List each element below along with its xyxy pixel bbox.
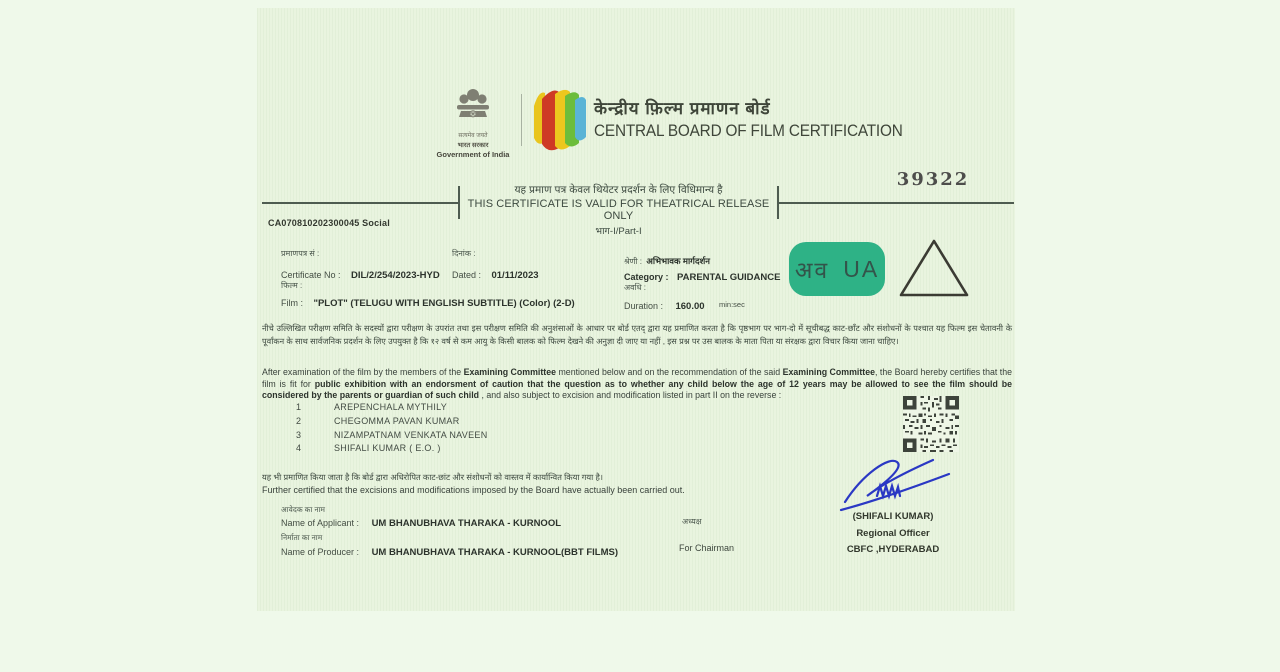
emblem-motto: सत्यमेव जयते [458,133,488,139]
film-label: Film : [281,298,303,308]
chairman-label-english: For Chairman [679,543,735,553]
government-of-india-label: Government of India [436,150,510,159]
certificate-no-label-hindi: प्रमाणपत्र सं : [281,249,320,258]
category-label: Category : [624,272,669,282]
member-number: 2 [296,415,302,426]
dated-label: Dated : [452,270,482,280]
further-certified-english: Further certified that the excisions and modifications imposed by the Board have actually been carried out. [262,485,685,495]
ua-rating-hindi: अव [794,257,830,283]
cbfc-logo-icon [532,86,588,156]
committee-member-row [296,416,488,430]
ua-rating-english: UA [843,255,880,282]
banner-tick-left [458,186,460,219]
para-en-text: mentioned below and on the recommendation of the said [556,367,783,377]
board-title-block [594,96,926,141]
signatory-office: CBFC ,HYDERABAD [846,544,940,555]
banner-part-label: भाग-I/Part-I [595,226,642,237]
member-number: 4 [296,443,302,454]
member-name: SHIFALI KUMAR ( E.O. ) [334,443,441,454]
committee-member-row [296,430,488,444]
committee-member-row [296,402,488,416]
header-divider [521,94,522,146]
certificate-no-value: DIL/2/254/2023-HYD [350,270,440,281]
duration-value: 160.00 [675,301,705,312]
banner-text-hindi: यह प्रमाण पत्र केवल थियेटर प्रदर्शन के लिए विधिमान्य है [514,184,723,196]
signatory-block [822,511,964,561]
examining-committee-list [296,402,488,457]
certificate-serial-number: 39322 [896,169,970,190]
category-value-hindi: अभिभावक मार्गदर्शन [646,256,710,266]
para-en-bold: Examining Committee [782,367,875,377]
government-of-india-hindi: भारत सरकार [457,142,489,149]
banner-rule-right [778,202,1014,204]
banner-rule-left [262,202,458,204]
para-en-text: After examination of the film by the members of the [262,367,464,377]
film-label-hindi: फिल्म : [281,281,303,290]
category-value: PARENTAL GUIDANCE [676,272,781,283]
signatory-name: (SHIFALI KUMAR) [852,511,934,522]
dated-value: 01/11/2023 [491,270,539,281]
board-title-hindi: केन्द्रीय फ़िल्म प्रमाणन बोर्ड [594,99,771,118]
certification-paragraph-hindi: नीचे उल्लिखित परीक्षण समिति के सदस्यों द्वारा परीक्षण के उपरांत तथा इस परीक्षण समिति की अनुशंसाओं के आधार पर बोर्ड एतद् द्वारा यह प्रमाणित करता है कि पृष्ठभाग पर भाग-दो में सूचीबद्ध काट-छाँट और संशोधनों के पश्चात यह फिल्म इस चेतावनी के पूर्वांकन के साथ सार्वजनिक प्रदर्शन के लिए उपयुक्त है कि १२ वर्ष से कम आयु के किसी बालक को फिल्म देखने की अनुज्ञा दी जाए या नहीं , इस प्रश्न पर उस बालक के माता पिता या संरक्षक द्वारा विचार किया जाना चाहिए। [262,324,1012,346]
duration-unit: min:sec [719,300,745,309]
signature-ink [837,452,963,516]
triangle-symbol-icon [896,236,972,300]
banner-text-english: THIS CERTIFICATE IS VALID FOR THEATRICAL RELEASE ONLY [467,198,770,222]
signatory-title: Regional Officer [856,527,930,539]
category-label-hindi: श्रेणी : [624,257,642,266]
member-number: 1 [296,402,302,412]
producer-value: UM BHANUBHAVA THARAKA - KURNOOL(BBT FILMS) [371,547,619,558]
producer-label-hindi: निर्माता का नाम [281,533,323,542]
para-en-text: , the Board hereby certifies that the film is fit for [262,367,1013,389]
duration-label: Duration : [624,301,664,311]
para-en-text: , and also subject to excision and modification listed in part II on the reverse : [479,390,782,400]
applicant-value: UM BHANUBHAVA THARAKA - KURNOOL [371,518,562,529]
certification-paragraph-english [262,367,1012,402]
committee-member-row [296,443,488,457]
para-en-bold: Examining Committee [463,367,557,377]
ua-rating-badge [789,242,885,296]
member-name: NIZAMPATNAM VENKATA NAVEEN [334,429,488,440]
member-name: CHEGOMMA PAVAN KUMAR [334,415,460,426]
ca-number: CA070810202300045 Social [268,218,390,228]
applicant-label: Name of Applicant : [281,518,360,528]
applicant-label-hindi: आवेदक का नाम [281,505,326,514]
para-en-bold: public exhibition with an endorsment of caution that the question as to whether any child below the age of 12 years may be allowed to see the film should be considered by the parents or guardian of such child [262,378,1012,400]
chairman-label-hindi: अध्यक्ष [682,517,702,526]
duration-label-hindi: अवधि : [624,283,646,292]
qr-code [903,396,959,452]
member-name: AREPENCHALA MYTHILY [334,402,448,412]
further-certified-hindi: यह भी प्रमाणित किया जाता है कि बोर्ड द्वारा अधिरोपित काट-छांट और संशोधनों को वास्तव में कार्यान्वित किया गया है। [262,473,603,482]
theatrical-release-banner [461,183,776,237]
certificate-paper [257,8,1015,611]
film-value: "PLOT" (TELUGU WITH ENGLISH SUBTITLE) (Color) (2-D) [313,298,575,309]
dated-label-hindi: दिनांक : [452,249,476,258]
member-number: 3 [296,429,302,440]
certificate-no-label: Certificate No : [281,270,341,280]
india-emblem-block [428,86,518,159]
producer-label: Name of Producer : [281,547,360,557]
board-title-english: CENTRAL BOARD OF FILM CERTIFICATION [594,122,903,140]
india-emblem-icon [453,86,493,130]
